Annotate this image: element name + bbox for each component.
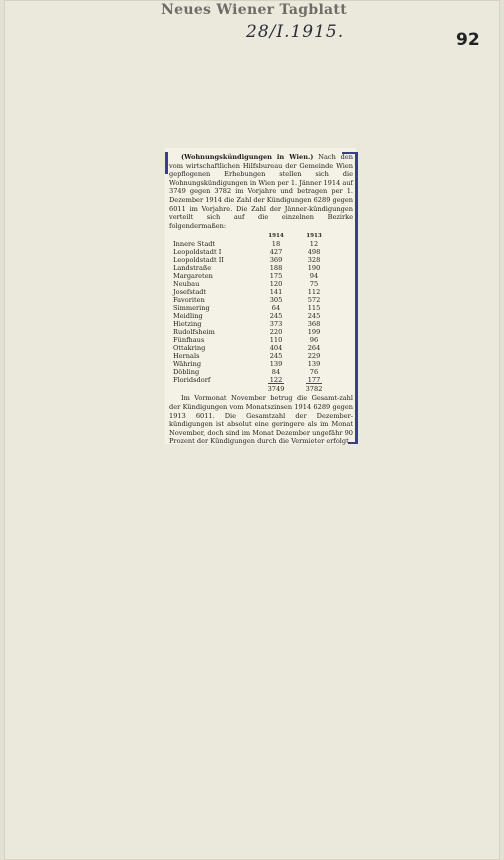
- table-total-row: [173, 384, 333, 393]
- table-row: [173, 312, 333, 320]
- table-row: [173, 320, 333, 328]
- table-row: [173, 288, 333, 296]
- value-1914: 64: [271, 304, 281, 313]
- value-1913: 572: [307, 296, 321, 305]
- blue-pencil-mark-left: [165, 152, 168, 174]
- district-name: Josefstadt: [173, 288, 207, 297]
- column-header-1914: 1914: [268, 233, 284, 240]
- value-1913: 368: [307, 320, 321, 329]
- page-number: 92: [456, 30, 480, 50]
- article-closing: Im Vormonat November betrug die Gesamt-zahl der Kündigungen vom Monatszinsen 1914 6289 gegen 1913 6011. Die Gesamtzahl der Dezember-kündigungen ist absolut eine geringere als im Monat November, doch sind im Monat Dezember ungefähr 90 Prozent der Kündigungen durch die Vermieter erfolgt.: [169, 394, 353, 446]
- district-name: Hernals: [173, 352, 200, 361]
- value-1913: 75: [309, 280, 319, 289]
- value-1913: 112: [307, 288, 321, 297]
- value-1914: 373: [269, 320, 283, 329]
- value-1913: 498: [307, 248, 321, 257]
- district-name: Hietzing: [173, 320, 202, 329]
- value-1913: 96: [309, 336, 319, 345]
- value-1913: 245: [307, 312, 321, 321]
- total-1914: 3749: [267, 385, 285, 394]
- value-1914: 120: [269, 280, 283, 289]
- value-1913: 177: [307, 376, 321, 385]
- table-row: [173, 368, 333, 376]
- value-1914: 110: [269, 336, 283, 345]
- value-1913: 328: [307, 256, 321, 265]
- value-1913: 76: [309, 368, 319, 377]
- value-1914: 139: [269, 360, 283, 369]
- article-intro-text: Nach den vom wirtschaftlichen Hilfsbureau der Gemeinde Wien gepflogenen Erhebungen stellen sich die Wohnungskündigungen in Wien per 1. Jänner 1914 auf 3749 gegen 3782 im Vorjahre und betragen per 1. Dezember 1914 die Zahl der Kündigungen 6289 gegen 6011 im Vorjahre. Die Zahl der Jänner-kündigungen verteilt sich auf die einzelnen Bezirke folgendermaßen:: [169, 153, 353, 230]
- newspaper-clipping: [165, 148, 356, 444]
- table-row: [173, 296, 333, 304]
- value-1914: 404: [269, 344, 283, 353]
- district-name: Favoriten: [173, 296, 205, 305]
- blue-pencil-mark-right: [355, 152, 358, 444]
- total-1913: 3782: [305, 385, 323, 394]
- value-1913: 94: [309, 272, 319, 281]
- value-1913: 190: [307, 264, 321, 273]
- district-name: Floridsdorf: [173, 376, 211, 385]
- district-name: Ottakring: [173, 344, 206, 353]
- article-title: (Wohnungskündigungen in Wien.): [181, 153, 314, 161]
- value-1914: 245: [269, 312, 283, 321]
- district-name: Margareten: [173, 272, 213, 281]
- district-name: Rudolfsheim: [173, 328, 215, 337]
- table-row: [173, 264, 333, 272]
- value-1913: 264: [307, 344, 321, 353]
- column-header-1913: 1913: [306, 233, 322, 240]
- table-row: [173, 328, 333, 336]
- value-1914: 122: [269, 376, 283, 385]
- archive-sheet: [4, 0, 500, 860]
- district-name: Neubau: [173, 280, 200, 289]
- district-name: Währing: [173, 360, 202, 369]
- district-name: Döbling: [173, 368, 200, 377]
- district-name: Leopoldstadt I: [173, 248, 222, 257]
- table-row: [173, 360, 333, 368]
- value-1913: 12: [309, 240, 319, 249]
- table-row: [173, 272, 333, 280]
- table-header-row: [173, 232, 333, 240]
- value-1914: 188: [269, 264, 283, 273]
- value-1913: 115: [307, 304, 321, 313]
- article-intro: [169, 153, 353, 230]
- district-name: Leopoldstadt II: [173, 256, 224, 265]
- value-1914: 18: [271, 240, 281, 249]
- district-name: Landstraße: [173, 264, 212, 273]
- value-1914: 141: [269, 288, 283, 297]
- clipping-text: [169, 153, 353, 446]
- value-1913: 229: [307, 352, 321, 361]
- table-row: [173, 352, 333, 360]
- table-row: [173, 248, 333, 256]
- districts-table: [173, 232, 333, 393]
- value-1914: 175: [269, 272, 283, 281]
- value-1914: 220: [269, 328, 283, 337]
- newspaper-masthead: Neues Wiener Tagblatt: [161, 2, 347, 18]
- value-1914: 245: [269, 352, 283, 361]
- value-1914: 427: [269, 248, 283, 257]
- district-name: Simmering: [173, 304, 210, 313]
- table-row: [173, 256, 333, 264]
- table-row: [173, 336, 333, 344]
- value-1913: 199: [307, 328, 321, 337]
- value-1914: 305: [269, 296, 283, 305]
- district-name: Meidling: [173, 312, 203, 321]
- table-row: [173, 280, 333, 288]
- district-name: Fünfhaus: [173, 336, 205, 345]
- handwritten-date: 28/I.1915.: [246, 22, 345, 42]
- table-row: [173, 240, 333, 248]
- table-row: [173, 344, 333, 352]
- value-1914: 84: [271, 368, 281, 377]
- table-row: [173, 304, 333, 312]
- value-1914: 369: [269, 256, 283, 265]
- value-1913: 139: [307, 360, 321, 369]
- district-name: Innere Stadt: [173, 240, 216, 249]
